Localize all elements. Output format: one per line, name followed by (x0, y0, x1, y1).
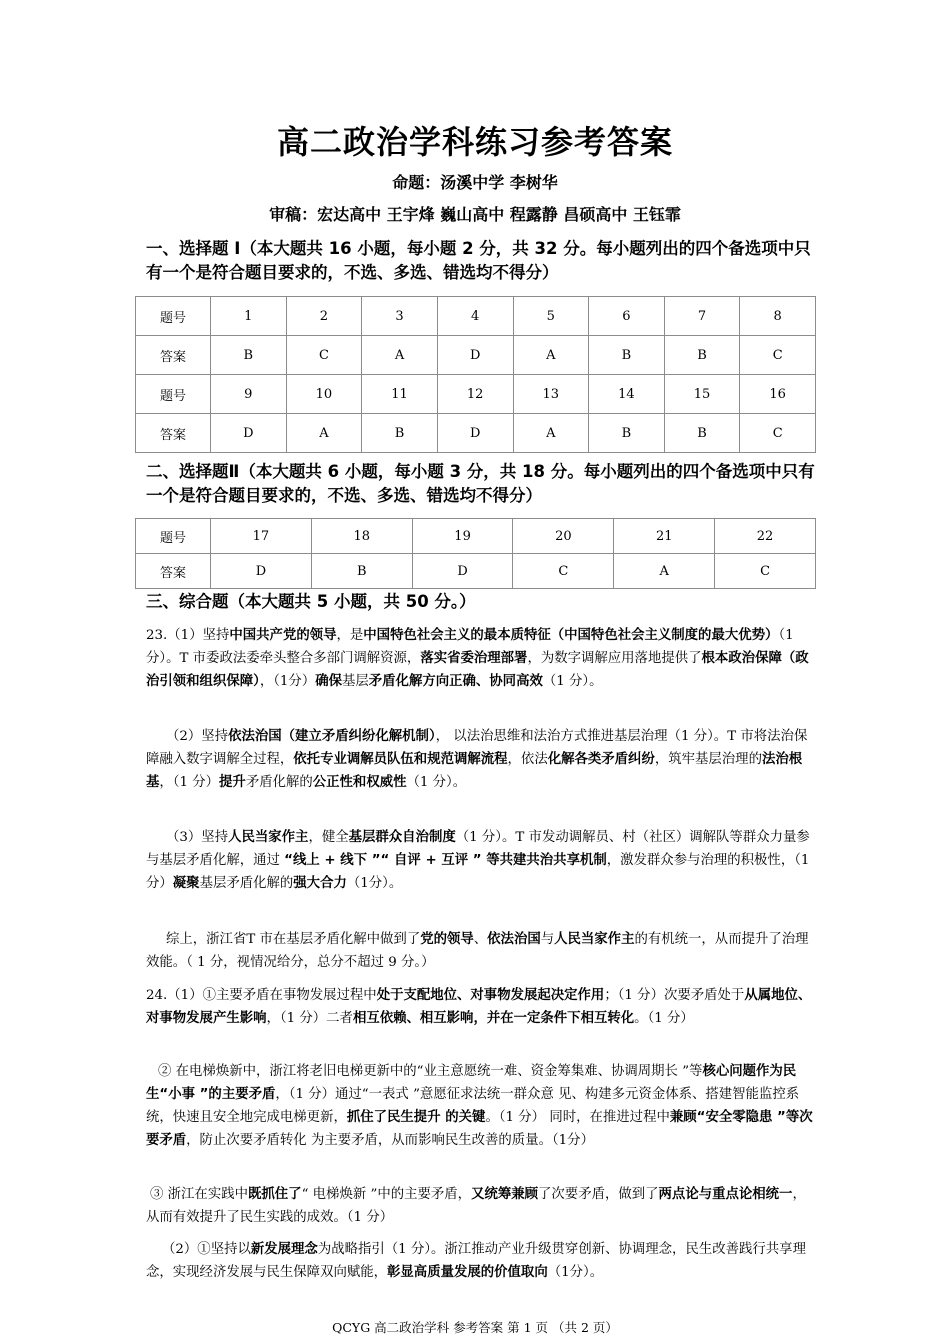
table-row (136, 519, 816, 554)
table-cell: 6 (589, 297, 665, 336)
table-row (136, 414, 816, 453)
row-header-cell: 题号 (136, 375, 211, 414)
key-point-text: 既抓住了 (248, 1187, 302, 1202)
answer-text: 综上，浙江省T 市在基层矛盾化解中做到了 (166, 932, 421, 947)
table-cell: A (614, 554, 715, 589)
key-point-text: 落实省委治理部署 (420, 651, 528, 666)
answer-text: （1分）。 (346, 876, 403, 891)
answer-24-part1-1 (146, 984, 816, 1030)
key-point-text: 两点论与重点论相统一 (658, 1187, 793, 1202)
table-row (136, 297, 816, 336)
author-line: 命题：汤溪中学 李树华 (392, 173, 558, 192)
answer-text: ；（1 分）次要矛盾处于 (604, 988, 745, 1003)
section1-heading: 一、选择题 Ⅰ（本大题共 16 小题，每小题 2 分，共 32 分。每小题列出的四个备选项中只有一个是符合题目要求的，不选、多选、错选均不得分） (146, 239, 811, 282)
answer-text: 了次要矛盾，做到了 (538, 1187, 659, 1202)
key-point-text: 彰显高质量发展的价值取向 (387, 1265, 548, 1280)
answer-text: （1 分）。T 市发动调解员、村（社区）调解队等群众力量参与基层矛盾化解，通过 (146, 830, 810, 868)
table-cell: C (740, 336, 816, 375)
answer-text: 23.（1）坚持 (146, 628, 230, 643)
table-cell: C (740, 414, 816, 453)
key-point-text: 依托专业调解员队伍和规范调解流程 (293, 752, 508, 767)
answer-text: ，（1 分）通过“一表式 ”意愿征求法统一群众意 见、构建多元资金体系、搭建智能监控系统，快速且安全地完成电梯更新， (146, 1087, 800, 1125)
key-point-text: 兼顾“安全零隐患 ”等次要矛盾 (146, 1110, 813, 1148)
page-footer: QCYG 高二政治学科 参考答案 第 1 页 （共 2 页） (332, 1320, 618, 1335)
table-cell: 8 (740, 297, 816, 336)
answer-text: 矛盾化解的 (245, 775, 313, 790)
answer-23-summary (146, 928, 816, 974)
answer-text: （1 分）。 (542, 674, 603, 689)
key-point-text: 强大合力 (293, 876, 347, 891)
key-point-text: 核心问题作为民生“小事 ”的主要矛盾 (146, 1064, 797, 1102)
answer-text: （1 分）。 (406, 775, 467, 790)
table-cell: 9 (211, 375, 287, 414)
key-point-text: 人民当家作主 (228, 830, 309, 845)
table-cell: D (211, 554, 312, 589)
table-cell: A (513, 414, 589, 453)
answer-text: ，防止次要矛盾转化 为主要矛盾，从而影响民生改善的质量。（1分） (186, 1133, 594, 1148)
table-cell: 14 (589, 375, 665, 414)
answer-text: 。（1 分） (634, 1011, 694, 1026)
section2-heading: 二、选择题Ⅱ（本大题共 6 小题，每小题 3 分，共 18 分。每小题列出的四个备选项中只有一个是符合题目要求的，不选、多选、错选均不得分） (146, 462, 815, 505)
table-cell: A (513, 336, 589, 375)
answer-23-part1 (146, 624, 816, 693)
answer-text: （3）坚持 (166, 830, 229, 845)
key-point-text: 依法治国 (487, 932, 541, 947)
answer-table-1 (135, 296, 816, 453)
table-cell: 15 (664, 375, 740, 414)
table-cell: B (589, 414, 665, 453)
key-point-text: 凝聚 (172, 876, 200, 891)
key-point-text: 处于支配地位、对事物发展起决定作用 (376, 988, 605, 1003)
key-point-text: 党的领导 (420, 932, 474, 947)
table-row (136, 554, 816, 589)
table-cell: 11 (362, 375, 438, 414)
table-cell: B (664, 336, 740, 375)
table-cell: B (311, 554, 412, 589)
key-point-text: 新发展理念 (250, 1242, 318, 1257)
table-cell: 4 (437, 297, 513, 336)
key-point-text: 相互依赖、相互影响，并在一定条件下相互转化 (352, 1011, 635, 1026)
key-point-text: 从属地位、对事物发展产生影响 (146, 988, 812, 1026)
row-header-cell: 题号 (136, 297, 211, 336)
answer-text: 基层 (342, 674, 369, 689)
table-cell: A (362, 336, 438, 375)
answer-text: ，健全 (308, 830, 349, 845)
table-cell: 22 (715, 519, 816, 554)
row-header-cell: 答案 (136, 554, 211, 589)
table-cell: C (715, 554, 816, 589)
answer-text: ，（1 分）二者 (266, 1011, 353, 1026)
table-cell: 5 (513, 297, 589, 336)
answer-text: （2）坚持 (166, 729, 229, 744)
key-point-text: 人民当家作主 (554, 932, 635, 947)
answer-text: ， 以法治思维和法治方式推进基层治理（1 分）。T 市将法治保障融入数字调解全过程， (146, 729, 808, 767)
table-cell: 21 (614, 519, 715, 554)
table-cell: 3 (362, 297, 438, 336)
answer-table-2 (135, 518, 816, 589)
key-point-text: 又统筹兼顾 (471, 1187, 539, 1202)
key-point-text: 公正性和权威性 (312, 775, 407, 790)
answer-text: （2）①坚持以 (162, 1242, 251, 1257)
page-title: 高二政治学科练习参考答案 (276, 123, 673, 161)
answer-24-part1-3 (146, 1183, 816, 1229)
answer-text: 的有机统一，从而提升了治理效能。（ 1 分，视情况给分，总分不超过 9 分。） (146, 932, 809, 970)
key-point-text: 提升 (219, 775, 246, 790)
table-cell: 18 (311, 519, 412, 554)
table-cell: D (437, 414, 513, 453)
table-row (136, 336, 816, 375)
answer-text: ，激发群众参与治理的积极性，（1 分） (146, 853, 810, 891)
row-header-cell: 答案 (136, 414, 211, 453)
table-cell: 17 (211, 519, 312, 554)
answer-text: （1 分）。T 市委政法委牵头整合多部门调解资源， (146, 628, 794, 666)
answer-23-part2 (146, 725, 816, 794)
key-point-text: 法治根基 (146, 752, 803, 790)
answer-text: ② 在电梯焕新中，浙江将老旧电梯更新中的“业主意愿统一难、资金筹集难、协调周期长 ”等 (158, 1064, 703, 1079)
key-point-text: 确保 (315, 674, 342, 689)
key-point-text: 矛盾化解方向正确、协同高效 (368, 674, 543, 689)
key-point-text: 中国共产党的领导 (229, 628, 337, 643)
table-cell: D (412, 554, 513, 589)
answer-23-part3 (146, 826, 816, 895)
answer-text: 与 (540, 932, 555, 947)
answer-text: ，从而有效提升了民生实践的成效。（1 分） (146, 1187, 806, 1225)
table-cell: 13 (513, 375, 589, 414)
reviewer-line: 审稿：宏达高中 王宇烽 巍山高中 程露静 昌硕高中 王钰霏 (269, 205, 681, 224)
key-point-text: 抓住了民生提升 的关键 (346, 1110, 486, 1125)
table-row (136, 375, 816, 414)
table-cell: 10 (286, 375, 362, 414)
answer-24-part2 (146, 1238, 816, 1284)
table-cell: C (513, 554, 614, 589)
key-point-text: 中国特色社会主义的最本质特征（中国特色社会主义制度的最大优势） (363, 628, 779, 643)
answer-text: “ 电梯焕新 ”中的主要矛盾， (301, 1187, 472, 1202)
key-point-text: “线上 + 线下 ”“ 自评 + 互评 ” 等共建共治共享机制 (284, 853, 607, 868)
answer-text: ，依法 (507, 752, 548, 767)
answer-text: ，（1 分） (159, 775, 220, 790)
answer-text: 24.（1）①主要矛盾在事物发展过程中 (146, 988, 377, 1003)
table-cell: 12 (437, 375, 513, 414)
key-point-text: 根本政治保障（政治引领和组织保障） (146, 651, 809, 689)
table-cell: 2 (286, 297, 362, 336)
answer-text: 为战略指引（1 分）。浙江推动产业升级贯穿创新、协调理念，民生改善践行共享理念，实现经济发展与民生保障双向赋能， (146, 1242, 806, 1280)
table-cell: A (286, 414, 362, 453)
table-cell: B (664, 414, 740, 453)
answer-text: ，（1分） (259, 674, 316, 689)
row-header-cell: 答案 (136, 336, 211, 375)
table-cell: B (589, 336, 665, 375)
table-cell: B (211, 336, 287, 375)
section3-heading: 三、综合题（本大题共 5 小题，共 50 分。） (146, 592, 476, 611)
table-cell: B (362, 414, 438, 453)
answer-24-part1-2 (146, 1060, 816, 1152)
table-cell: 7 (664, 297, 740, 336)
row-header-cell: 题号 (136, 519, 211, 554)
table-cell: D (437, 336, 513, 375)
answer-text: 基层矛盾化解的 (199, 876, 294, 891)
table-cell: D (211, 414, 287, 453)
answer-text: ③ 浙江在实践中 (150, 1187, 248, 1202)
key-point-text: 基层群众自治制度 (348, 830, 456, 845)
key-point-text: 依法治国（建立矛盾纠纷化解机制） (228, 729, 436, 744)
table-cell: C (286, 336, 362, 375)
answer-text: 。（1 分） 同时，在推进过程中 (485, 1110, 670, 1125)
answer-text: ，筑牢基层治理的 (654, 752, 762, 767)
table-cell: 1 (211, 297, 287, 336)
answer-text: ，是 (336, 628, 364, 643)
answer-text: （1分）。 (547, 1265, 604, 1280)
key-point-text: 化解各类矛盾纠纷 (547, 752, 655, 767)
table-cell: 16 (740, 375, 816, 414)
table-cell: 19 (412, 519, 513, 554)
answer-text: 、 (473, 932, 488, 947)
table-cell: 20 (513, 519, 614, 554)
answer-text: ，为数字调解应用落地提供了 (527, 651, 702, 666)
